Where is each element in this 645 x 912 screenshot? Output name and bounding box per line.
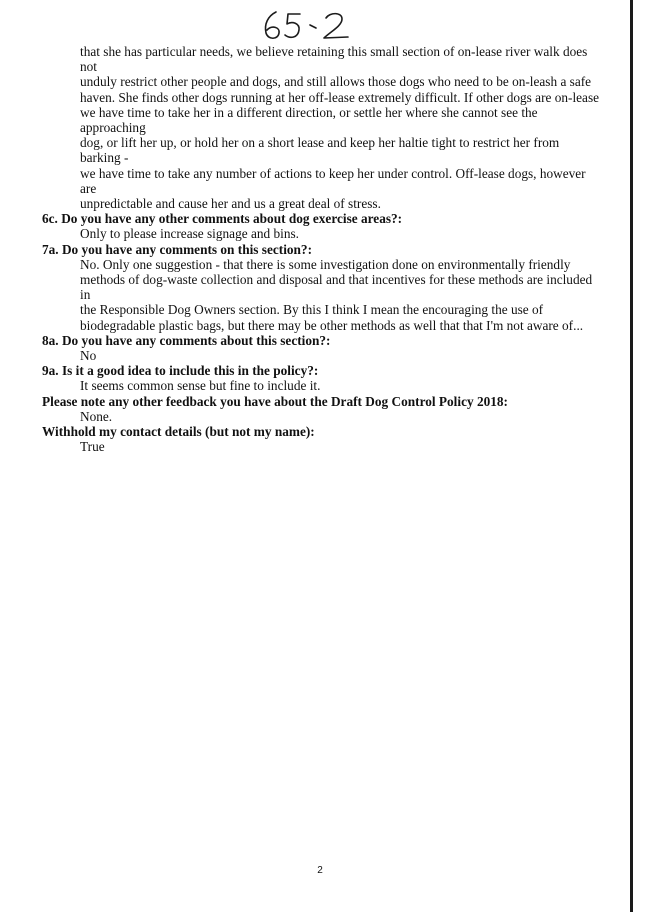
question-text: Withhold my contact details (but not my name):	[42, 424, 315, 440]
answer-line: we have time to take any number of actions to keep her under control. Off-lease dogs, however are	[80, 165, 586, 196]
feedback-form-content	[42, 44, 602, 454]
handwritten-annotation	[258, 8, 368, 44]
answer-text	[42, 348, 602, 363]
question-heading	[42, 363, 602, 378]
answer-text	[42, 257, 602, 333]
question-text: 9a. Is it a good idea to include this in the policy?:	[42, 363, 319, 379]
answer-text	[42, 226, 602, 241]
answer-text	[42, 44, 602, 211]
answer-line: dog, or lift her up, or hold her on a short lease and keep her haltie tight to restrict her from barking -	[80, 135, 560, 166]
question-heading	[42, 424, 602, 439]
answer-line: Only to please increase signage and bins.	[80, 226, 299, 242]
answer-line: haven. She finds other dogs running at her off-lease extremely difficult. If other dogs are on-lease	[80, 89, 600, 105]
answer-line: No	[80, 348, 97, 364]
answer-line: unduly restrict other people and dogs, and still allows those dogs who need to be on-leash a safe	[80, 74, 592, 90]
page-number: 2	[317, 865, 323, 876]
question-heading	[42, 211, 602, 226]
answer-line: No. Only one suggestion - that there is some investigation done on environmentally friendly	[80, 256, 571, 272]
question-heading	[42, 333, 602, 348]
answer-line: we have time to take her in a different direction, or settle her where she cannot see the approaching	[80, 104, 538, 136]
answer-line: biodegradable plastic bags, but there may be other methods as well that that I'm not aware of...	[80, 317, 584, 333]
answer-line: True	[80, 439, 105, 455]
question-text: 6c. Do you have any other comments about dog exercise areas?:	[42, 211, 403, 227]
question-text: Please note any other feedback you have about the Draft Dog Control Policy 2018:	[42, 393, 508, 409]
answer-line: the Responsible Dog Owners section. By this I think I mean the encouraging the use of	[80, 302, 544, 318]
answer-line: unpredictable and cause her and us a great deal of stress.	[80, 196, 381, 212]
handwritten-number-drawing	[258, 8, 368, 44]
answer-line: that she has particular needs, we believe retaining this small section of on-lease river walk does not	[80, 44, 588, 75]
answer-text	[42, 378, 602, 393]
answer-line: It seems common sense but fine to include it.	[80, 378, 321, 394]
question-text: 7a. Do you have any comments on this section?:	[42, 241, 313, 257]
scan-edge-line	[630, 0, 633, 912]
question-heading	[42, 394, 602, 409]
answer-text	[42, 439, 602, 454]
answer-line: None.	[80, 408, 113, 424]
question-text: 8a. Do you have any comments about this section?:	[42, 332, 331, 348]
answer-line: methods of dog-waste collection and disposal and that incentives for these methods are included in	[80, 272, 593, 303]
answer-text	[42, 409, 602, 424]
question-heading	[42, 242, 602, 257]
